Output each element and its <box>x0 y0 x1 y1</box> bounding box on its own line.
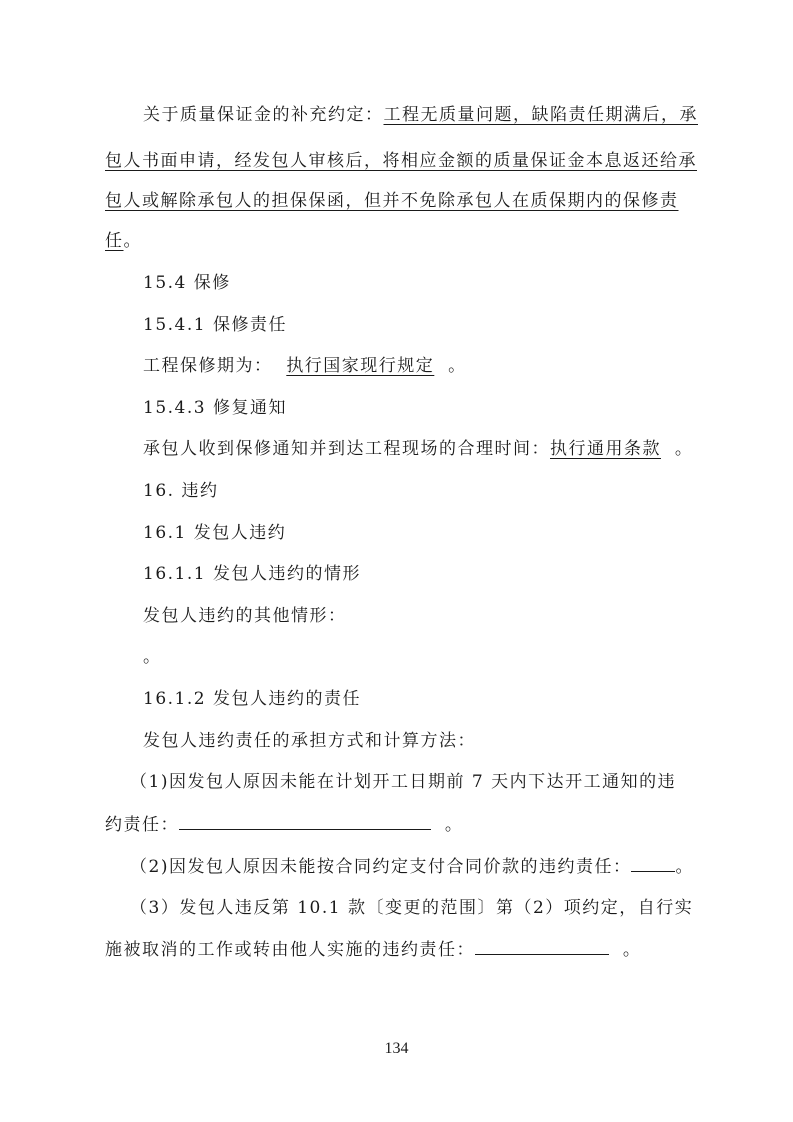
warranty-period-value: 执行国家现行规定 <box>286 356 435 376</box>
page-number: 134 <box>384 1040 409 1057</box>
quality-deposit-text: 包人或解除承包人的担保保函，但并不免除承包人在质保期内的保修责 <box>105 191 679 211</box>
quality-deposit-text: 包人书面申请，经发包人审核后，将相应金额的质量保证金本息返还给承 <box>105 151 697 171</box>
period-mark: 。 <box>123 231 142 251</box>
warranty-period-label: 工程保修期为： <box>143 356 273 376</box>
item-1-blank <box>179 813 431 830</box>
repair-notice-label: 承包人收到保修通知并到达工程现场的合理时间： <box>143 439 550 459</box>
quality-deposit-line-2 <box>105 150 697 172</box>
heading-15-4: 15.4 保修 <box>143 273 231 293</box>
heading-16-1-2: 16.1.2 发包人违约的责任 <box>143 689 361 709</box>
item-1-line-2 <box>105 813 463 836</box>
quality-deposit-text: 工程无质量问题，缺陷责任期满后，承 <box>383 105 698 125</box>
warranty-period-line <box>143 355 467 377</box>
item-2-blank <box>631 855 675 872</box>
item-3-blank <box>475 938 609 955</box>
heading-16-1-1: 16.1.1 发包人违约的情形 <box>143 564 361 584</box>
breach-liability-label: 发包人违约责任的承担方式和计算方法： <box>143 731 476 751</box>
period-mark: 。 <box>444 815 464 835</box>
item-3-label: 施被取消的工作或转由他人实施的违约责任： <box>105 940 475 960</box>
other-breach-period: 。 <box>143 647 162 667</box>
quality-deposit-label: 关于质量保证金的补充约定： <box>143 105 384 125</box>
quality-deposit-line-1 <box>143 104 698 126</box>
period-mark: 。 <box>622 940 642 960</box>
item-2-label: （2)因发包人原因未能按合同约定支付合同价款的违约责任： <box>130 857 632 877</box>
heading-16: 16. 违约 <box>143 481 219 501</box>
repair-notice-value: 执行通用条款 <box>550 439 661 459</box>
quality-deposit-text: 任 <box>105 231 124 251</box>
item-1-label: 约责任： <box>105 815 179 835</box>
heading-15-4-1: 15.4.1 保修责任 <box>143 315 287 335</box>
repair-notice-line <box>143 438 693 460</box>
quality-deposit-line-3 <box>105 190 679 212</box>
quality-deposit-line-4 <box>105 230 142 252</box>
heading-16-1: 16.1 发包人违约 <box>143 523 287 543</box>
heading-15-4-3: 15.4.3 修复通知 <box>143 398 287 418</box>
period-mark: 。 <box>448 356 467 376</box>
period-mark: 。 <box>674 439 694 459</box>
period-mark: 。 <box>675 857 694 877</box>
other-breach-label: 发包人违约的其他情形： <box>143 606 347 626</box>
item-1-line-1: （1)因发包人原因未能在计划开工日期前 7 天内下达开工通知的违 <box>130 772 677 792</box>
item-3-line-1: （3）发包人违反第 10.1 款〔变更的范围〕第（2）项约定，自行实 <box>130 898 694 918</box>
item-2-line <box>130 855 694 878</box>
item-3-line-2 <box>105 938 641 961</box>
